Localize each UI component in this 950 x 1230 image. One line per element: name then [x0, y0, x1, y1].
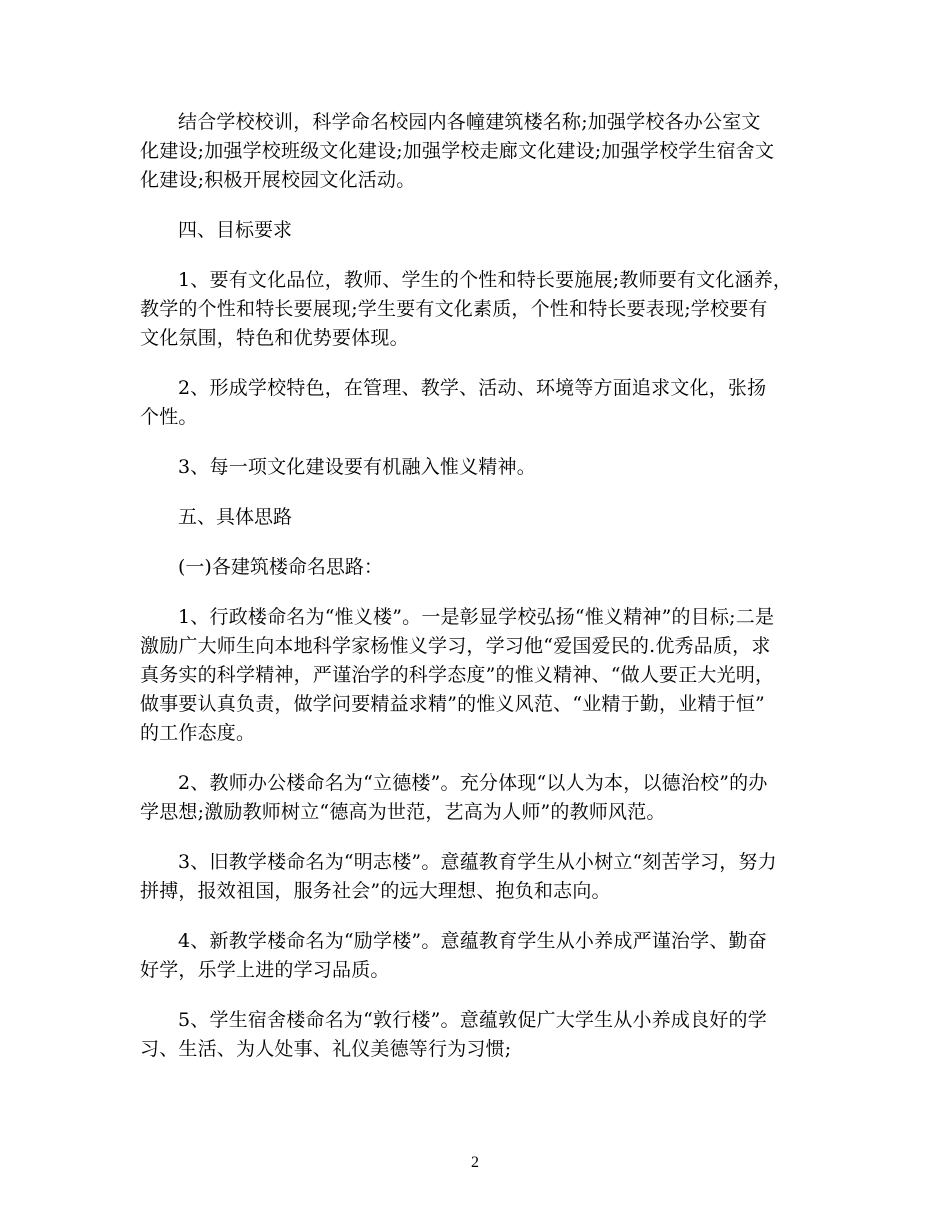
- text-line: 3、每一项文化建设要有机融入惟义精神。: [178, 456, 536, 478]
- paragraph-building-1: [140, 603, 816, 748]
- text-line: 激励广大师生向本地科学家杨惟义学习，学习他“爱国爱民的.优秀品质，求: [140, 635, 771, 657]
- text-line: 拼搏，报效祖国，服务社会”的远大理想、抱负和志向。: [140, 880, 611, 902]
- page-number: 2: [471, 1154, 479, 1171]
- text-line: 做事要认真负责，做学问要精益求精”的惟义风范、“业精于勤，业精于恒”: [140, 693, 765, 715]
- document-body: [140, 108, 816, 1085]
- subsection-heading-building-names: (一)各建筑楼命名思路：: [178, 556, 383, 578]
- text-line: 结合学校校训，科学命名校园内各幢建筑楼名称;加强学校各办公室文: [178, 111, 761, 133]
- text-line: 习、生活、为人处事、礼仪美德等行为习惯;: [140, 1038, 512, 1060]
- paragraph-school-motto: [140, 108, 816, 195]
- text-line: 好学，乐学上进的学习品质。: [140, 959, 390, 981]
- text-line: 学思想;激励教师树立“德高为世范，艺高为人师”的教师风范。: [140, 801, 666, 823]
- paragraph-building-5: [140, 1006, 816, 1064]
- section-heading-approach: 五、具体思路: [178, 506, 293, 528]
- paragraph-building-2: [140, 769, 816, 827]
- paragraph-goal-3: [140, 453, 816, 482]
- text-line: 真务实的科学精神，严谨治学的科学态度”的惟义精神、“做人要正大光明，: [140, 664, 775, 686]
- text-line: 4、新教学楼命名为“励学楼”。意蕴教育学生从小养成严谨治学、勤奋: [178, 930, 767, 952]
- text-line: 5、学生宿舍楼命名为“敦行楼”。意蕴敦促广大学生从小养成良好的学: [178, 1009, 767, 1031]
- text-line: 文化氛围，特色和优势要体现。: [140, 327, 409, 349]
- paragraph-goal-1: [140, 266, 816, 353]
- text-line: 个性。: [140, 406, 198, 428]
- text-line: 教学的个性和特长要展现;学生要有文化素质，个性和特长要表现;学校要有: [140, 298, 768, 320]
- text-line: 2、教师办公楼命名为“立德楼”。充分体现“以人为本，以德治校”的办: [178, 772, 768, 794]
- text-line: 1、行政楼命名为“惟义楼”。一是彰显学校弘扬“惟义精神”的目标;二是: [178, 606, 775, 628]
- text-line: 3、旧教学楼命名为“明志楼”。意蕴教育学生从小树立“刻苦学习，努力: [178, 851, 777, 873]
- paragraph-building-4: [140, 927, 816, 985]
- paragraph-building-3: [140, 848, 816, 906]
- text-line: 化建设;积极开展校园文化活动。: [140, 169, 416, 191]
- text-line: 的工作态度。: [140, 722, 256, 744]
- paragraph-goal-2: [140, 374, 816, 432]
- text-line: 1、要有文化品位，教师、学生的个性和特长要施展;教师要有文化涵养，: [178, 269, 793, 291]
- section-heading-goals: 四、目标要求: [178, 219, 293, 241]
- text-line: 化建设;加强学校班级文化建设;加强学校走廊文化建设;加强学校学生宿舍文: [140, 140, 775, 162]
- text-line: 2、形成学校特色，在管理、教学、活动、环境等方面追求文化，张扬: [178, 377, 767, 399]
